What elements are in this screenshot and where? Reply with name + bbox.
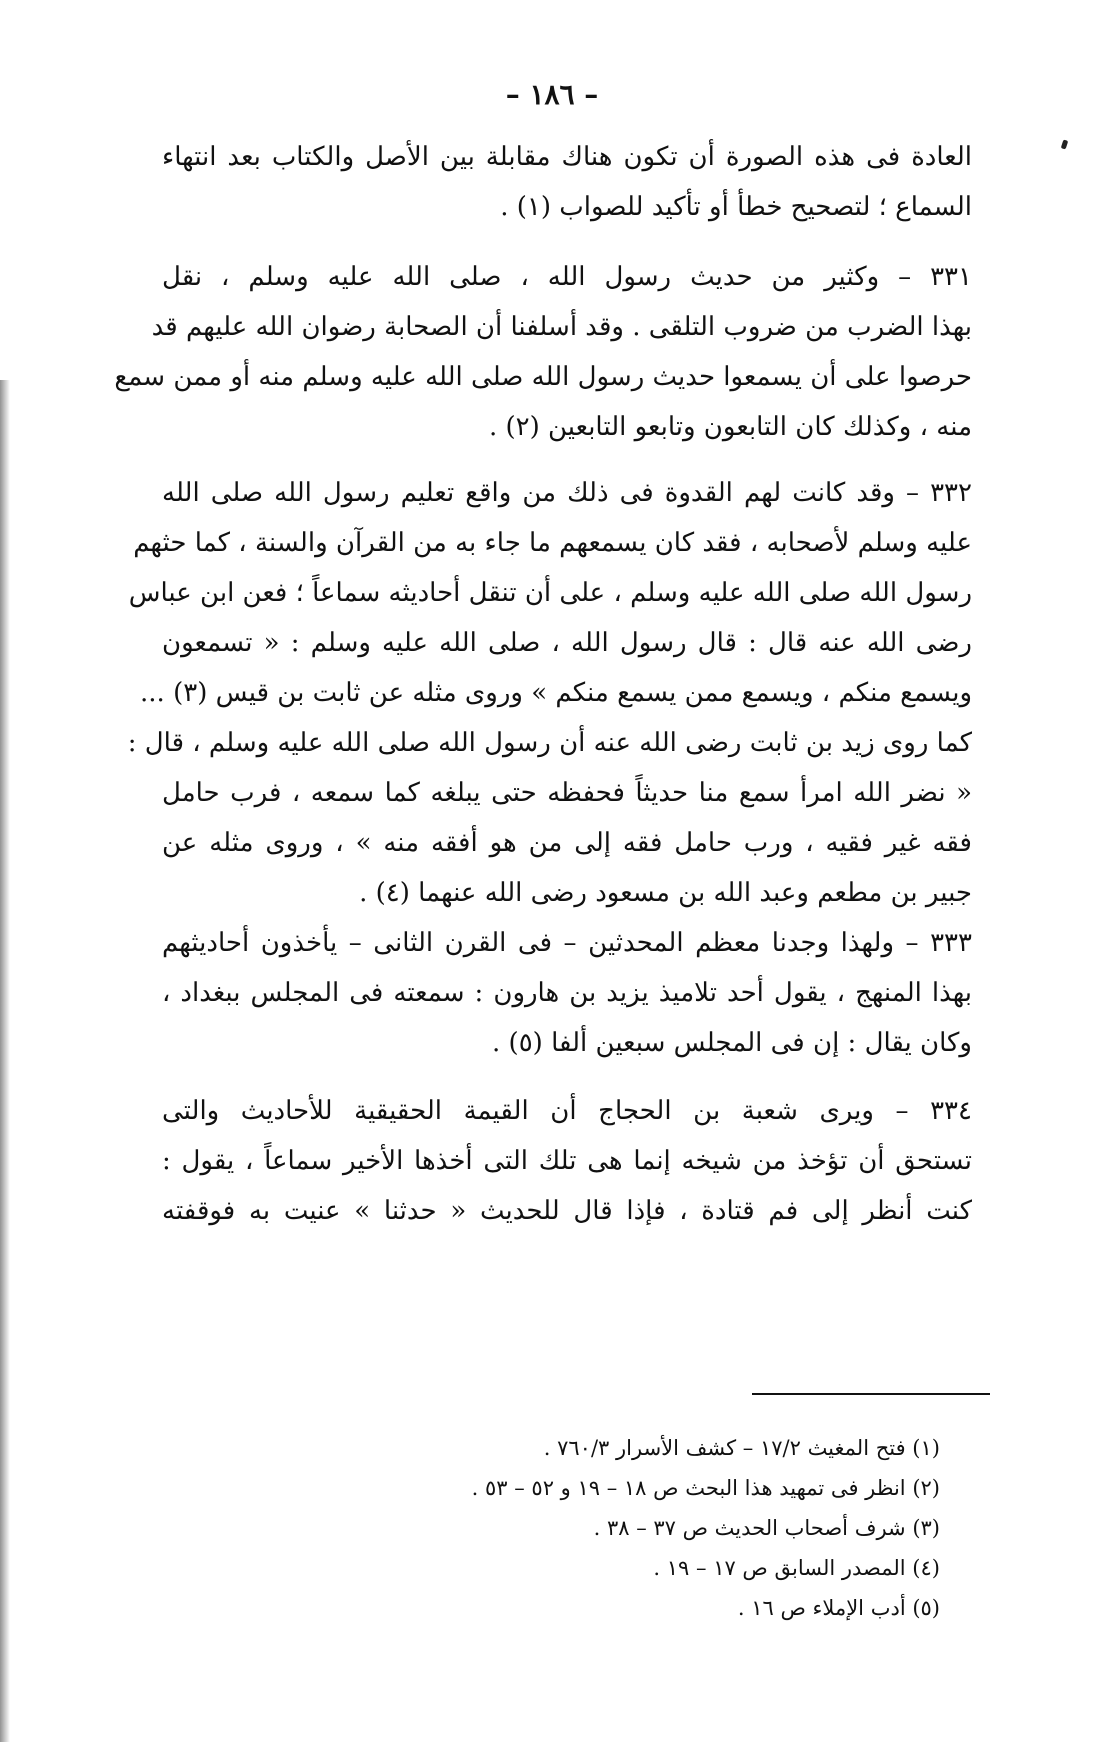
paragraph-line: عليه وسلم لأصحابه ، فقد كان يسمعهم ما جاء به من القرآن والسنة ، كما حثهم (133, 528, 972, 558)
paragraph-line: منه ، وكذلك كان التابعون وتابعو التابعين (٢) . (488, 412, 972, 442)
paragraph-line: ٣٣٣ – ولهذا وجدنا معظم المحدثين – فى القرن الثانى – يأخذون أحاديثهم (162, 928, 972, 958)
paragraph-331 (114, 252, 972, 452)
ink-mark (1061, 139, 1069, 149)
footnote-1: (١) فتح المغيث ١٧/٢ – كشف الأسرار ٧٦٠/٣ . (543, 1436, 940, 1460)
paragraph-line: رضى الله عنه قال : قال رسول الله ، صلى الله عليه وسلم : « تسمعون (162, 628, 972, 658)
paragraph-line: وكان يقال : إن فى المجلس سبعين ألفا (٥) . (492, 1028, 972, 1058)
scan-shadow-edge (0, 380, 10, 1742)
footnote-4: (٤) المصدر السابق ص ١٧ – ١٩ . (653, 1556, 940, 1580)
paragraph-line: بهذا المنهج ، يقول أحد تلاميذ يزيد بن هارون : سمعته فى المجلس ببغداد ، (162, 978, 972, 1008)
paragraph-332 (127, 468, 972, 918)
footnote-3: (٣) شرف أصحاب الحديث ص ٣٧ – ٣٨ . (593, 1516, 940, 1540)
footnote-2: (٢) انظر فى تمهيد هذا البحث ص ١٨ – ١٩ و ٥٢ – ٥٣ . (471, 1476, 940, 1500)
paragraph-line: كما روى زيد بن ثابت رضى الله عنه أن رسول الله صلى الله عليه وسلم ، قال : (127, 728, 972, 758)
footnotes (380, 1428, 940, 1628)
paragraph-334 (162, 1086, 972, 1236)
paragraph-line: ويسمع منكم ، ويسمع ممن يسمع منكم » وروى مثله عن ثابت بن قيس (٣) ... (140, 678, 972, 708)
paragraph-line: تستحق أن تؤخذ من شيخه إنما هى تلك التى أخذها الأخير سماعاً ، يقول : (162, 1146, 972, 1176)
page-number: – ١٨٦ – (505, 78, 599, 111)
paragraph-line: رسول الله صلى الله عليه وسلم ، على أن تنقل أحاديثه سماعاً ؛ فعن ابن عباس (128, 578, 972, 608)
paragraph-line: « نضر الله امرأ سمع منا حديثاً فحفظه حتى يبلغه كما سمعه ، فرب حامل (162, 778, 972, 808)
paragraph-line: جبير بن مطعم وعبد الله بن مسعود رضى الله عنهما (٤) . (359, 878, 972, 908)
paragraph-line: ٣٣٢ – وقد كانت لهم القدوة فى ذلك من واقع تعليم رسول الله صلى الله (162, 478, 972, 508)
paragraph-line: ٣٣٤ – ويرى شعبة بن الحجاج أن القيمة الحقيقية للأحاديث والتى (162, 1096, 972, 1126)
paragraph-1 (162, 132, 972, 232)
footnote-5: (٥) أدب الإملاء ص ١٦ . (737, 1596, 940, 1620)
paragraph-line: العادة فى هذه الصورة أن تكون هناك مقابلة بين الأصل والكتاب بعد انتهاء (162, 142, 972, 172)
paragraph-line: كنت أنظر إلى فم قتادة ، فإذا قال للحديث « حدثنا » عنيت به فوقفته (162, 1196, 972, 1226)
paragraph-line: السماع ؛ لتصحيح خطأ أو تأكيد للصواب (١) . (500, 192, 972, 222)
paragraph-line: فقه غير فقيه ، ورب حامل فقه إلى من هو أفقه منه » ، وروى مثله عن (162, 828, 972, 858)
footnote-divider (752, 1393, 990, 1395)
paragraph-line: ٣٣١ – وكثير من حديث رسول الله ، صلى الله عليه وسلم ، نقل (162, 262, 972, 292)
paragraph-line: حرصوا على أن يسمعوا حديث رسول الله صلى الله عليه وسلم منه أو ممن سمع (114, 362, 972, 392)
paragraph-line: بهذا الضرب من ضروب التلقى . وقد أسلفنا أن الصحابة رضوان الله عليهم قد (151, 312, 972, 342)
paragraph-333 (162, 918, 972, 1068)
